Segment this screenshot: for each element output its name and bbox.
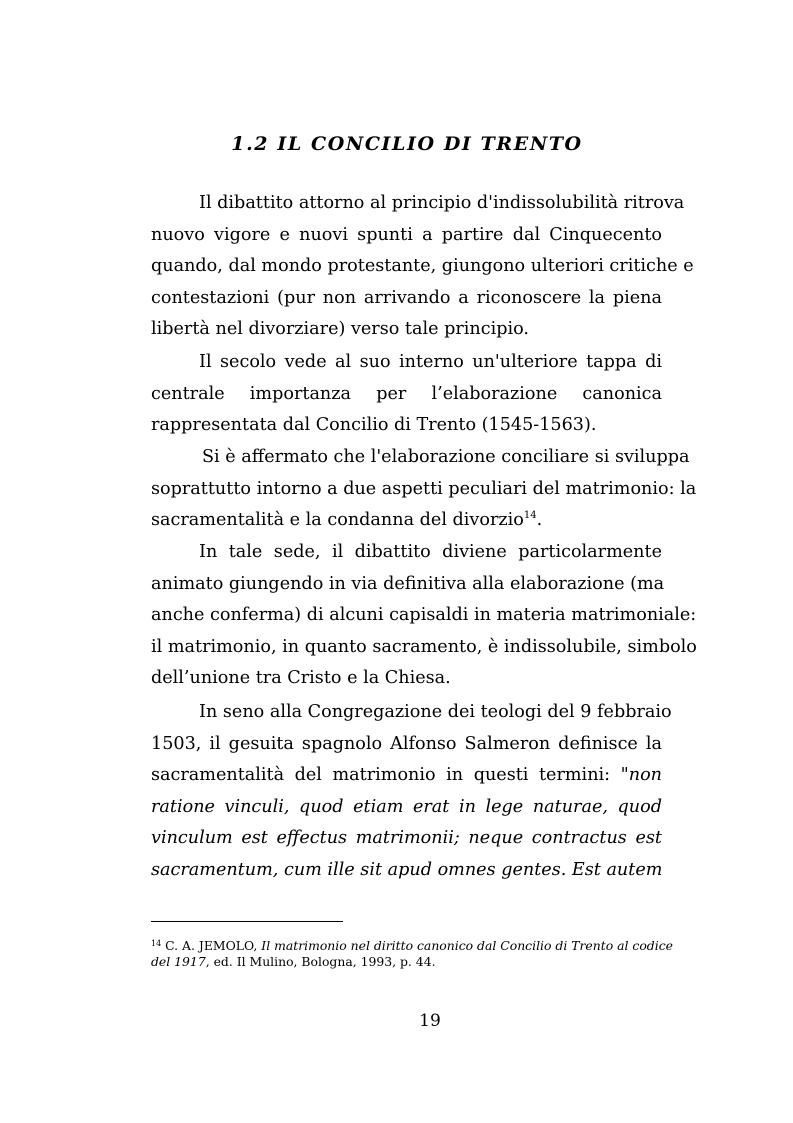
- footnote-line: [151, 954, 662, 970]
- text-line: soprattutto intorno a due aspetti peculiari del matrimonio: la: [151, 478, 697, 499]
- text-line: 1503, il gesuita spagnolo Alfonso Salmeron definisce la: [151, 733, 662, 754]
- footnote-separator: [151, 921, 343, 922]
- text-line: quando, dal mondo protestante, giungono ulteriori critiche e: [151, 256, 694, 276]
- quote-line: ratione vinculi, quod etiam erat in lege naturae, quod: [151, 796, 662, 817]
- page-number: 19: [419, 1011, 441, 1031]
- text-line: Si è affermato che l'elaborazione conciliare si sviluppa: [202, 447, 690, 467]
- text-line: [151, 505, 662, 537]
- footnote-line: [151, 938, 673, 954]
- quote-line: sacramentum, cum ille sit apud omnes gentes. Est autem: [151, 859, 663, 880]
- text-fragment: sacramentalità del matrimonio in questi termini:: [151, 765, 611, 785]
- footnote: [151, 938, 673, 970]
- text-line: [151, 760, 662, 792]
- footnote-title: Il matrimonio nel diritto canonico dal Concilio di Trento al codice: [261, 938, 673, 953]
- quote-line: vinculum est effectus matrimonii; neque contractus est: [151, 828, 662, 848]
- footnote-author: C. A. JEMOLO,: [165, 938, 258, 953]
- paragraph-4: [151, 537, 697, 695]
- text-line: rappresentata dal Concilio di Trento (1545-1563).: [151, 415, 597, 435]
- text-fragment: .: [536, 510, 543, 530]
- text-line: contestazioni (pur non arrivando a riconoscere la piena: [151, 287, 662, 308]
- text-line: anche conferma) di alcuni capisaldi in materia matrimoniale:: [151, 605, 697, 625]
- text-fragment: sacramentalità e la condanna del divorzio: [151, 510, 524, 530]
- text-line: il matrimonio, in quanto sacramento, è indissolubile, simbolo: [151, 636, 697, 657]
- footnote-reference[interactable]: 14: [523, 510, 537, 521]
- text-line: nuovo vigore e nuovi spunti a partire dal Cinquecento: [151, 224, 662, 245]
- footnote-details: , ed. Il Mulino, Bologna, 1993, p. 44.: [205, 954, 436, 969]
- text-line: In seno alla Congregazione dei teologi del 9 febbraio: [199, 702, 672, 722]
- paragraph-2: [151, 347, 662, 442]
- text-line: Il dibattito attorno al principio d'indissolubilità ritrova: [199, 193, 685, 213]
- text-line: libertà nel divorziare) verso tale principio.: [151, 319, 529, 339]
- paragraph-5: [151, 697, 672, 886]
- text-line: In tale sede, il dibattito diviene particolarmente: [199, 542, 662, 562]
- text-line: animato giungendo in via definitiva alla elaborazione (ma: [151, 573, 665, 594]
- footnote-title-cont: del 1917: [151, 954, 206, 969]
- paragraph-3: [151, 442, 697, 537]
- text-line: Il secolo vede al suo interno un'ulteriore tappa di: [199, 352, 662, 372]
- section-title: 1.2 IL CONCILIO DI TRENTO: [231, 133, 583, 155]
- footnote-number: 14: [151, 939, 162, 948]
- quote-start: "non: [620, 765, 663, 785]
- text-line: centrale importanza per l’elaborazione canonica: [151, 383, 662, 404]
- paragraph-1: [151, 188, 694, 346]
- text-line: dell’unione tra Cristo e la Chiesa.: [151, 668, 451, 688]
